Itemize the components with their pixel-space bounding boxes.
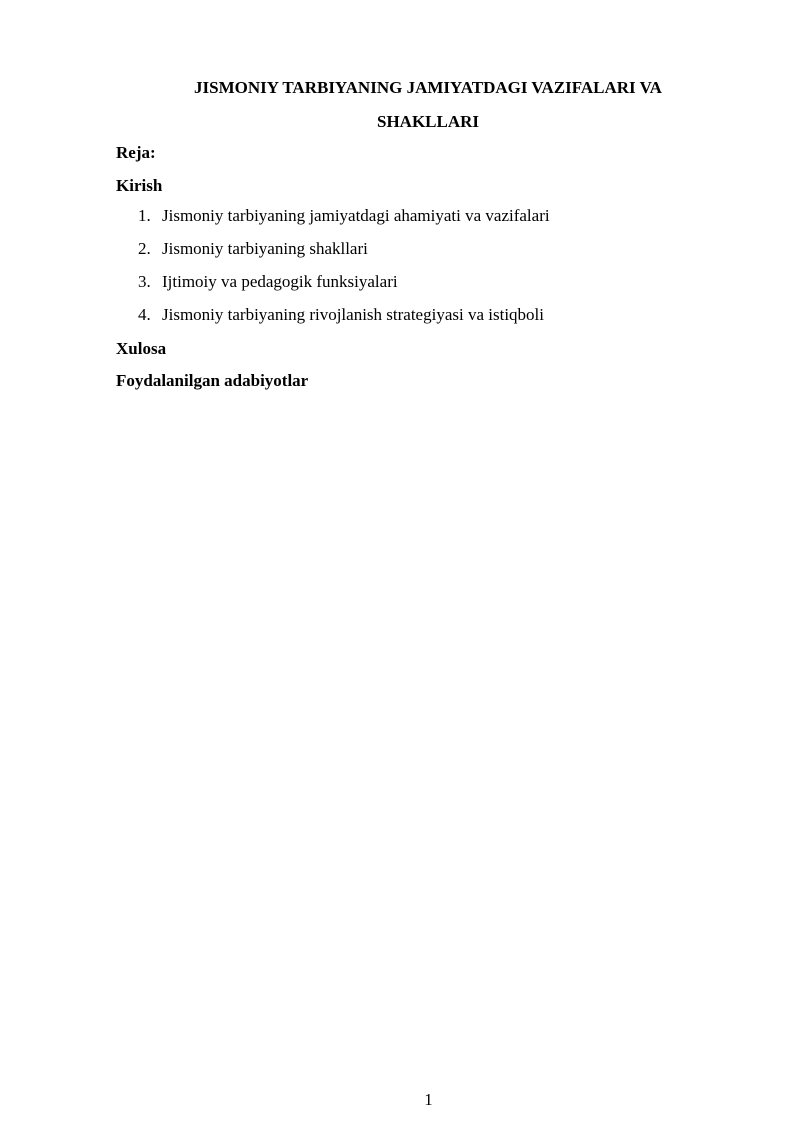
references-label: Foydalanilgan adabiyotlar <box>116 371 309 390</box>
title-line-1: JISMONIY TARBIYANING JAMIYATDAGI VAZIFALARI VA <box>194 78 662 97</box>
plan-list <box>138 206 550 338</box>
intro-label: Kirish <box>116 176 163 195</box>
plan-item-text: Jismoniy tarbiyaning rivojlanish strategiyasi va istiqboli <box>162 305 544 324</box>
document-title <box>116 71 740 139</box>
plan-item <box>138 305 550 338</box>
plan-item-number: 1. <box>138 206 151 225</box>
plan-item <box>138 239 550 272</box>
plan-item-number: 4. <box>138 305 151 324</box>
plan-item-text: Jismoniy tarbiyaning shakllari <box>162 239 368 258</box>
plan-item-number: 2. <box>138 239 151 258</box>
title-line-2: SHAKLLARI <box>376 112 480 131</box>
plan-label: Reja: <box>116 143 156 162</box>
plan-item-text: Ijtimoiy va pedagogik funksiyalari <box>162 272 398 291</box>
plan-item-number: 3. <box>138 272 151 291</box>
page-number: 1 <box>424 1090 433 1109</box>
plan-item-text: Jismoniy tarbiyaning jamiyatdagi ahamiyati va vazifalari <box>162 206 550 225</box>
plan-item <box>138 206 550 239</box>
conclusion-label: Xulosa <box>116 339 167 358</box>
plan-item <box>138 272 550 305</box>
